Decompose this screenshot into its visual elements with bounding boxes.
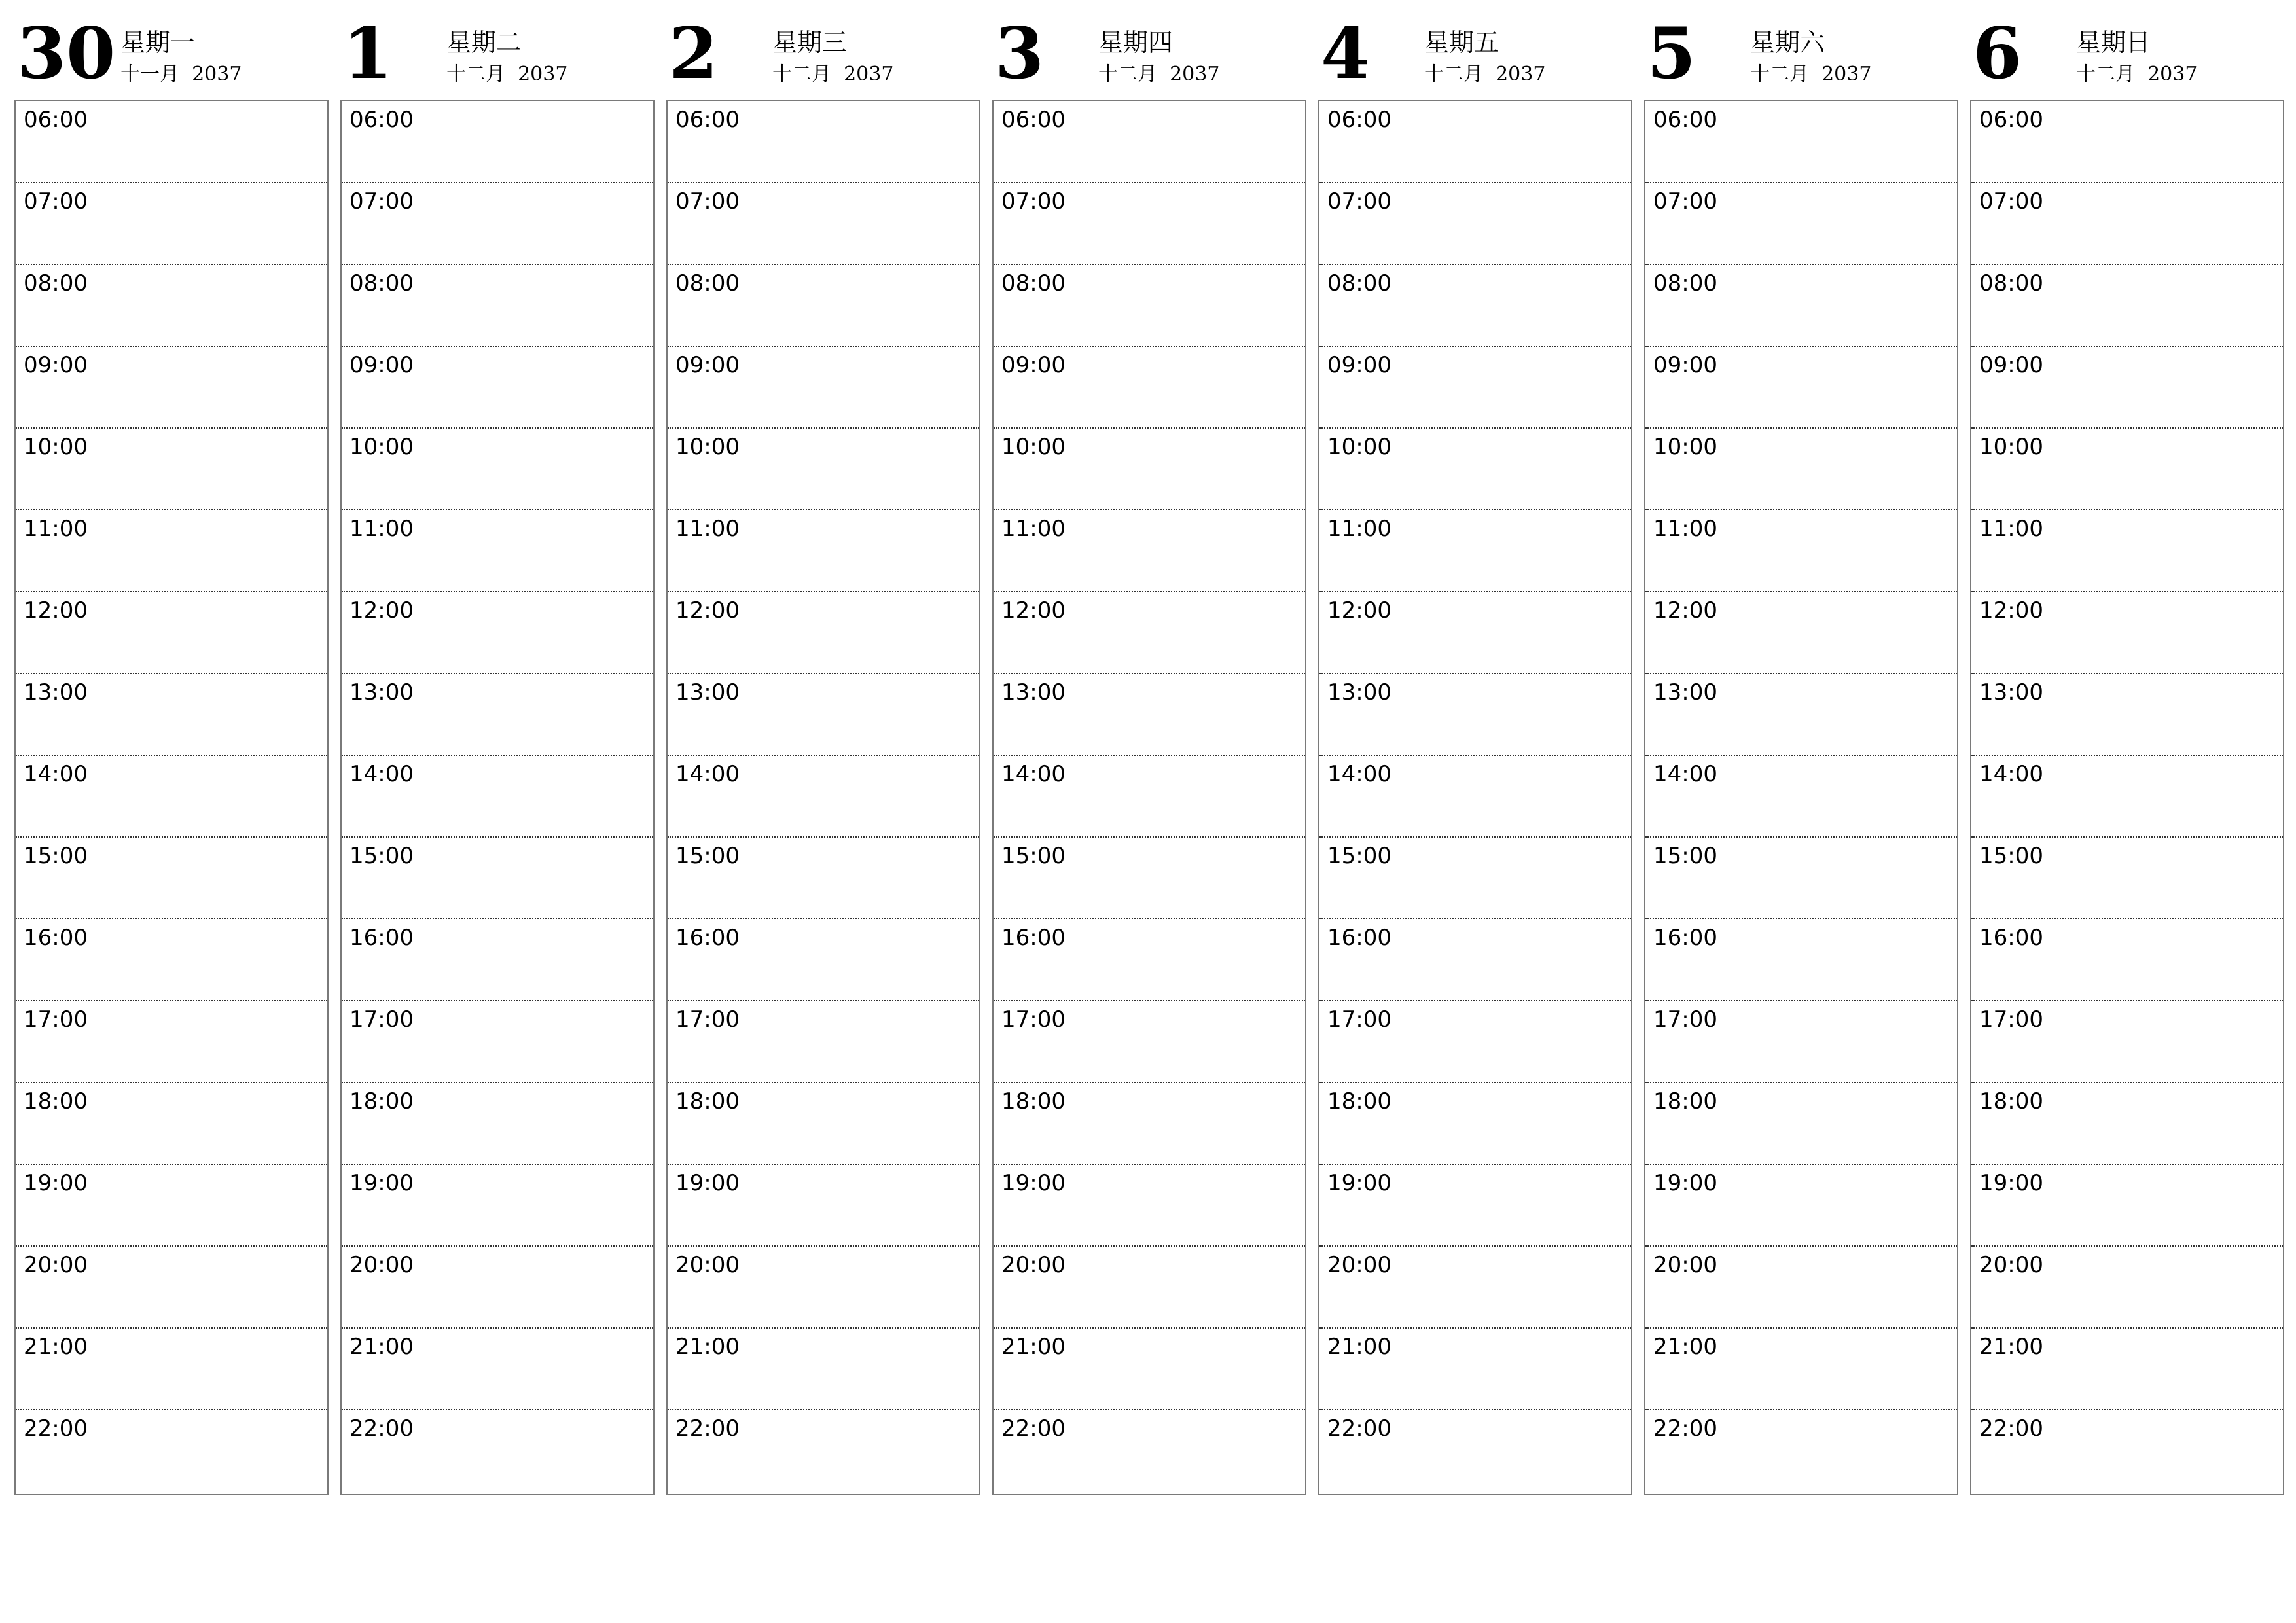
time-label: 08:00	[675, 270, 740, 296]
time-slot[interactable]	[668, 265, 979, 347]
time-slot[interactable]	[1319, 1001, 1631, 1083]
weekday-label: 星期五	[1424, 28, 1499, 57]
month-year-label: 十二月 2037	[1750, 63, 1872, 86]
time-label: 11:00	[675, 516, 740, 542]
time-label: 21:00	[675, 1334, 740, 1360]
time-label: 12:00	[1327, 597, 1391, 624]
time-slot[interactable]	[1645, 265, 1957, 347]
time-label: 12:00	[1979, 597, 2043, 624]
time-slot[interactable]	[1319, 265, 1631, 347]
time-slot[interactable]	[1971, 101, 2283, 183]
time-label: 12:00	[24, 597, 88, 624]
weekday-label: 星期一	[120, 28, 196, 57]
time-slot[interactable]	[1319, 756, 1631, 838]
time-label: 15:00	[1979, 843, 2043, 869]
time-slot[interactable]	[342, 919, 653, 1001]
time-label: 19:00	[675, 1170, 740, 1196]
hour-grid	[340, 100, 655, 1495]
time-label: 06:00	[1979, 107, 2043, 133]
time-label: 10:00	[1001, 434, 1066, 460]
time-label: 08:00	[1979, 270, 2043, 296]
time-slot[interactable]	[342, 756, 653, 838]
time-label: 09:00	[350, 352, 414, 378]
time-slot[interactable]	[16, 101, 327, 183]
time-slot[interactable]	[1645, 1001, 1957, 1083]
time-slot[interactable]	[668, 1001, 979, 1083]
time-label: 06:00	[1001, 107, 1066, 133]
time-label: 16:00	[1979, 925, 2043, 951]
month-year-label: 十二月 2037	[1098, 63, 1220, 86]
time-label: 13:00	[24, 679, 88, 705]
time-label: 12:00	[1653, 597, 1717, 624]
time-slot[interactable]	[16, 838, 327, 919]
weekday-label: 星期三	[772, 28, 848, 57]
time-slot[interactable]	[1645, 838, 1957, 919]
time-slot[interactable]	[342, 1083, 653, 1165]
time-slot[interactable]	[16, 1247, 327, 1329]
time-slot[interactable]	[1645, 1247, 1957, 1329]
time-slot[interactable]	[668, 592, 979, 674]
time-slot[interactable]	[994, 1001, 1305, 1083]
day-number: 5	[1647, 12, 1696, 95]
hour-grid	[666, 100, 980, 1495]
time-slot[interactable]	[16, 347, 327, 429]
time-label: 15:00	[1653, 843, 1717, 869]
time-slot[interactable]	[994, 756, 1305, 838]
time-label: 21:00	[1653, 1334, 1717, 1360]
time-label: 15:00	[675, 843, 740, 869]
time-slot[interactable]	[1971, 1410, 2283, 1492]
time-label: 12:00	[1001, 597, 1066, 624]
time-label: 18:00	[675, 1088, 740, 1115]
time-label: 16:00	[1327, 925, 1391, 951]
time-label: 11:00	[1653, 516, 1717, 542]
day-column	[992, 0, 1306, 1505]
time-slot[interactable]	[994, 838, 1305, 919]
day-header	[666, 0, 980, 98]
time-slot[interactable]	[16, 919, 327, 1001]
time-slot[interactable]	[1319, 183, 1631, 265]
time-slot[interactable]	[1971, 429, 2283, 510]
day-header	[1970, 0, 2284, 98]
time-slot[interactable]	[994, 101, 1305, 183]
time-label: 16:00	[675, 925, 740, 951]
time-label: 13:00	[1327, 679, 1391, 705]
time-slot[interactable]	[1319, 592, 1631, 674]
time-slot[interactable]	[1971, 265, 2283, 347]
time-slot[interactable]	[1319, 919, 1631, 1001]
time-label: 22:00	[1653, 1416, 1717, 1442]
time-label: 14:00	[350, 761, 414, 787]
time-slot[interactable]	[342, 429, 653, 510]
time-slot[interactable]	[994, 429, 1305, 510]
time-label: 15:00	[350, 843, 414, 869]
time-slot[interactable]	[16, 510, 327, 592]
time-slot[interactable]	[1319, 429, 1631, 510]
time-slot[interactable]	[668, 919, 979, 1001]
day-column	[1644, 0, 1958, 1505]
time-label: 15:00	[1001, 843, 1066, 869]
hour-grid	[1644, 100, 1958, 1495]
month-year-label: 十二月 2037	[2076, 63, 2198, 86]
time-slot[interactable]	[1319, 1410, 1631, 1492]
time-label: 10:00	[24, 434, 88, 460]
day-number: 30	[17, 12, 116, 95]
time-label: 19:00	[24, 1170, 88, 1196]
time-slot[interactable]	[1645, 919, 1957, 1001]
time-slot[interactable]	[668, 1410, 979, 1492]
time-label: 06:00	[675, 107, 740, 133]
time-label: 09:00	[1979, 352, 2043, 378]
time-label: 10:00	[1979, 434, 2043, 460]
time-slot[interactable]	[994, 674, 1305, 756]
day-column	[340, 0, 655, 1505]
time-slot[interactable]	[668, 347, 979, 429]
time-label: 17:00	[1979, 1007, 2043, 1033]
time-label: 16:00	[24, 925, 88, 951]
time-slot[interactable]	[342, 101, 653, 183]
time-label: 21:00	[1001, 1334, 1066, 1360]
time-label: 12:00	[675, 597, 740, 624]
time-slot[interactable]	[342, 183, 653, 265]
time-slot[interactable]	[1645, 183, 1957, 265]
time-label: 18:00	[24, 1088, 88, 1115]
time-label: 20:00	[1653, 1252, 1717, 1278]
time-label: 18:00	[1001, 1088, 1066, 1115]
time-label: 15:00	[1327, 843, 1391, 869]
time-label: 10:00	[1653, 434, 1717, 460]
time-label: 14:00	[675, 761, 740, 787]
time-label: 06:00	[24, 107, 88, 133]
time-label: 13:00	[1979, 679, 2043, 705]
time-slot[interactable]	[668, 1083, 979, 1165]
time-label: 22:00	[1327, 1416, 1391, 1442]
time-slot[interactable]	[342, 1247, 653, 1329]
time-label: 21:00	[350, 1334, 414, 1360]
day-column	[1970, 0, 2284, 1505]
time-label: 09:00	[1653, 352, 1717, 378]
weekday-label: 星期日	[2076, 28, 2151, 57]
day-header	[14, 0, 329, 98]
time-slot[interactable]	[668, 1329, 979, 1410]
time-label: 08:00	[24, 270, 88, 296]
time-slot[interactable]	[994, 1083, 1305, 1165]
time-slot[interactable]	[1971, 1247, 2283, 1329]
time-slot[interactable]	[1645, 592, 1957, 674]
time-label: 22:00	[350, 1416, 414, 1442]
time-label: 20:00	[1979, 1252, 2043, 1278]
time-label: 22:00	[1979, 1416, 2043, 1442]
time-slot[interactable]	[1319, 1083, 1631, 1165]
time-label: 19:00	[1653, 1170, 1717, 1196]
time-label: 15:00	[24, 843, 88, 869]
time-slot[interactable]	[994, 347, 1305, 429]
time-slot[interactable]	[668, 674, 979, 756]
time-label: 11:00	[1979, 516, 2043, 542]
time-slot[interactable]	[342, 838, 653, 919]
time-slot[interactable]	[342, 510, 653, 592]
time-label: 09:00	[1327, 352, 1391, 378]
time-slot[interactable]	[1645, 1410, 1957, 1492]
day-number: 6	[1973, 12, 2022, 95]
time-label: 09:00	[675, 352, 740, 378]
time-label: 21:00	[1979, 1334, 2043, 1360]
time-label: 19:00	[1979, 1170, 2043, 1196]
time-label: 19:00	[1001, 1170, 1066, 1196]
day-column	[666, 0, 980, 1505]
time-label: 08:00	[1327, 270, 1391, 296]
time-label: 22:00	[675, 1416, 740, 1442]
time-slot[interactable]	[1645, 674, 1957, 756]
time-label: 11:00	[1327, 516, 1391, 542]
time-slot[interactable]	[1971, 1165, 2283, 1247]
time-slot[interactable]	[1645, 347, 1957, 429]
time-slot[interactable]	[1319, 1165, 1631, 1247]
time-slot[interactable]	[1971, 756, 2283, 838]
time-label: 18:00	[1979, 1088, 2043, 1115]
time-slot[interactable]	[668, 510, 979, 592]
day-header	[1318, 0, 1632, 98]
time-label: 06:00	[1653, 107, 1717, 133]
time-label: 14:00	[1327, 761, 1391, 787]
time-label: 13:00	[675, 679, 740, 705]
time-slot[interactable]	[16, 1001, 327, 1083]
time-label: 07:00	[1653, 188, 1717, 215]
time-label: 19:00	[350, 1170, 414, 1196]
time-label: 17:00	[350, 1007, 414, 1033]
time-label: 07:00	[1001, 188, 1066, 215]
time-label: 06:00	[1327, 107, 1391, 133]
time-slot[interactable]	[16, 1165, 327, 1247]
time-slot[interactable]	[342, 265, 653, 347]
time-label: 18:00	[1327, 1088, 1391, 1115]
day-number: 2	[669, 12, 719, 95]
time-label: 14:00	[1653, 761, 1717, 787]
time-slot[interactable]	[342, 1001, 653, 1083]
time-slot[interactable]	[1319, 510, 1631, 592]
time-label: 16:00	[1001, 925, 1066, 951]
time-label: 09:00	[24, 352, 88, 378]
day-number: 1	[343, 12, 393, 95]
time-label: 06:00	[350, 107, 414, 133]
time-slot[interactable]	[1645, 1083, 1957, 1165]
day-number: 3	[995, 12, 1045, 95]
time-label: 07:00	[1979, 188, 2043, 215]
time-label: 08:00	[1001, 270, 1066, 296]
time-label: 17:00	[1653, 1007, 1717, 1033]
time-slot[interactable]	[1645, 510, 1957, 592]
hour-grid	[14, 100, 329, 1495]
day-header	[1644, 0, 1958, 98]
time-label: 22:00	[1001, 1416, 1066, 1442]
time-label: 08:00	[1653, 270, 1717, 296]
time-slot[interactable]	[668, 183, 979, 265]
time-label: 21:00	[1327, 1334, 1391, 1360]
time-label: 13:00	[1653, 679, 1717, 705]
time-slot[interactable]	[1971, 592, 2283, 674]
time-slot[interactable]	[994, 1329, 1305, 1410]
day-column	[14, 0, 329, 1505]
time-slot[interactable]	[342, 592, 653, 674]
time-label: 14:00	[1979, 761, 2043, 787]
time-slot[interactable]	[1645, 101, 1957, 183]
time-label: 20:00	[675, 1252, 740, 1278]
time-label: 11:00	[350, 516, 414, 542]
time-slot[interactable]	[1971, 510, 2283, 592]
time-slot[interactable]	[994, 919, 1305, 1001]
time-slot[interactable]	[16, 592, 327, 674]
time-label: 07:00	[350, 188, 414, 215]
time-slot[interactable]	[16, 429, 327, 510]
hour-grid	[1970, 100, 2284, 1495]
time-slot[interactable]	[16, 1329, 327, 1410]
time-slot[interactable]	[1971, 674, 2283, 756]
time-slot[interactable]	[1971, 838, 2283, 919]
time-slot[interactable]	[668, 838, 979, 919]
hour-grid	[1318, 100, 1632, 1495]
time-slot[interactable]	[994, 1410, 1305, 1492]
time-label: 18:00	[1653, 1088, 1717, 1115]
time-slot[interactable]	[342, 674, 653, 756]
time-slot[interactable]	[1319, 1329, 1631, 1410]
time-label: 21:00	[24, 1334, 88, 1360]
time-label: 07:00	[1327, 188, 1391, 215]
time-label: 20:00	[350, 1252, 414, 1278]
hour-grid	[992, 100, 1306, 1495]
time-label: 14:00	[1001, 761, 1066, 787]
time-slot[interactable]	[668, 1247, 979, 1329]
time-slot[interactable]	[342, 1410, 653, 1492]
time-slot[interactable]	[1645, 1329, 1957, 1410]
time-slot[interactable]	[1645, 429, 1957, 510]
time-slot[interactable]	[994, 592, 1305, 674]
time-slot[interactable]	[668, 1165, 979, 1247]
time-label: 14:00	[24, 761, 88, 787]
time-label: 17:00	[675, 1007, 740, 1033]
time-slot[interactable]	[1319, 1247, 1631, 1329]
weekday-label: 星期六	[1750, 28, 1825, 57]
time-slot[interactable]	[668, 429, 979, 510]
time-slot[interactable]	[994, 1165, 1305, 1247]
time-slot[interactable]	[342, 347, 653, 429]
weekday-label: 星期二	[446, 28, 522, 57]
time-label: 18:00	[350, 1088, 414, 1115]
time-slot[interactable]	[16, 756, 327, 838]
time-label: 13:00	[1001, 679, 1066, 705]
time-label: 19:00	[1327, 1170, 1391, 1196]
time-label: 11:00	[24, 516, 88, 542]
month-year-label: 十二月 2037	[446, 63, 568, 86]
day-column	[1318, 0, 1632, 1505]
time-label: 12:00	[350, 597, 414, 624]
time-label: 17:00	[1001, 1007, 1066, 1033]
day-number: 4	[1321, 12, 1371, 95]
time-slot[interactable]	[1971, 183, 2283, 265]
time-label: 17:00	[1327, 1007, 1391, 1033]
day-header	[992, 0, 1306, 98]
time-slot[interactable]	[1319, 101, 1631, 183]
time-label: 07:00	[24, 188, 88, 215]
time-label: 10:00	[1327, 434, 1391, 460]
time-slot[interactable]	[16, 1083, 327, 1165]
time-label: 20:00	[24, 1252, 88, 1278]
time-slot[interactable]	[1645, 756, 1957, 838]
time-slot[interactable]	[1971, 1329, 2283, 1410]
month-year-label: 十二月 2037	[1424, 63, 1546, 86]
time-slot[interactable]	[994, 265, 1305, 347]
time-slot[interactable]	[1319, 674, 1631, 756]
time-slot[interactable]	[16, 265, 327, 347]
time-slot[interactable]	[16, 674, 327, 756]
time-label: 11:00	[1001, 516, 1066, 542]
time-slot[interactable]	[668, 101, 979, 183]
time-label: 13:00	[350, 679, 414, 705]
day-header	[340, 0, 655, 98]
time-slot[interactable]	[342, 1165, 653, 1247]
time-label: 20:00	[1001, 1252, 1066, 1278]
month-year-label: 十二月 2037	[772, 63, 894, 86]
time-label: 10:00	[675, 434, 740, 460]
time-slot[interactable]	[1971, 1083, 2283, 1165]
time-slot[interactable]	[1645, 1165, 1957, 1247]
time-slot[interactable]	[1319, 838, 1631, 919]
time-slot[interactable]	[16, 183, 327, 265]
time-label: 20:00	[1327, 1252, 1391, 1278]
time-slot[interactable]	[668, 756, 979, 838]
time-slot[interactable]	[1971, 1001, 2283, 1083]
time-label: 17:00	[24, 1007, 88, 1033]
time-label: 09:00	[1001, 352, 1066, 378]
time-label: 07:00	[675, 188, 740, 215]
time-label: 10:00	[350, 434, 414, 460]
time-label: 16:00	[1653, 925, 1717, 951]
time-label: 22:00	[24, 1416, 88, 1442]
time-slot[interactable]	[994, 183, 1305, 265]
time-slot[interactable]	[994, 1247, 1305, 1329]
time-label: 16:00	[350, 925, 414, 951]
weekday-label: 星期四	[1098, 28, 1174, 57]
time-slot[interactable]	[16, 1410, 327, 1492]
time-slot[interactable]	[994, 510, 1305, 592]
month-year-label: 十一月 2037	[120, 63, 242, 86]
time-slot[interactable]	[1319, 347, 1631, 429]
time-slot[interactable]	[1971, 347, 2283, 429]
time-label: 08:00	[350, 270, 414, 296]
time-slot[interactable]	[1971, 919, 2283, 1001]
time-slot[interactable]	[342, 1329, 653, 1410]
